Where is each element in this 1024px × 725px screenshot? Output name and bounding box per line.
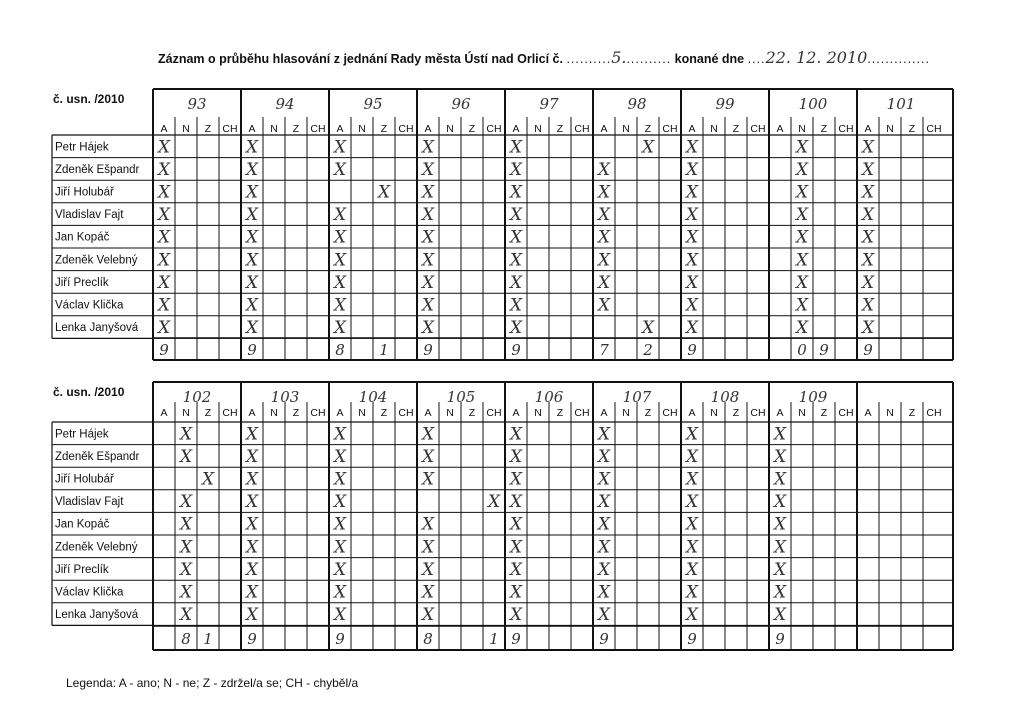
vote-total: 8 bbox=[181, 630, 191, 648]
vote-total: 9 bbox=[687, 630, 697, 648]
vote-total: 9 bbox=[335, 630, 345, 648]
vote-mark: X bbox=[597, 605, 611, 626]
vote-mark: X bbox=[685, 227, 699, 248]
vote-mark: X bbox=[597, 295, 611, 316]
vote-mark: X bbox=[377, 182, 391, 203]
vote-mark: X bbox=[509, 227, 523, 248]
vote-mark: X bbox=[157, 182, 171, 203]
vote-mark: X bbox=[597, 537, 611, 558]
column-label-n: N bbox=[358, 123, 366, 135]
vote-mark: X bbox=[201, 469, 215, 490]
vote-mark: X bbox=[333, 514, 347, 535]
vote-mark: X bbox=[245, 537, 259, 558]
vote-mark: X bbox=[685, 250, 699, 271]
vote-mark: X bbox=[245, 582, 259, 603]
vote-mark: X bbox=[509, 469, 523, 490]
column-label-z: Z bbox=[908, 123, 916, 135]
column-label-z: Z bbox=[380, 123, 388, 135]
column-label-n: N bbox=[798, 407, 806, 419]
vote-mark: X bbox=[509, 137, 523, 158]
vote-mark: X bbox=[179, 537, 193, 558]
column-label-n: N bbox=[710, 407, 718, 419]
column-label-ch: CH bbox=[838, 123, 854, 135]
vote-mark: X bbox=[773, 514, 787, 535]
vote-total: 9 bbox=[511, 630, 521, 648]
column-label-ch: CH bbox=[662, 123, 678, 135]
vote-mark: X bbox=[245, 492, 259, 513]
resolution-number: 95 bbox=[363, 95, 383, 113]
vote-mark: X bbox=[421, 446, 435, 467]
vote-total: 9 bbox=[159, 341, 169, 359]
column-label-z: Z bbox=[732, 123, 740, 135]
vote-total: 9 bbox=[423, 341, 433, 359]
resolution-number: 108 bbox=[710, 388, 740, 406]
column-label-n: N bbox=[622, 123, 630, 135]
column-label-n: N bbox=[446, 407, 454, 419]
date-label: konané dne bbox=[674, 52, 745, 66]
vote-mark: X bbox=[795, 250, 809, 271]
vote-mark: X bbox=[509, 446, 523, 467]
column-label-a: A bbox=[512, 407, 520, 419]
resolution-number: 103 bbox=[270, 388, 300, 406]
vote-mark: X bbox=[685, 559, 699, 580]
meeting-number: 5. bbox=[611, 48, 627, 67]
vote-mark: X bbox=[157, 250, 171, 271]
member-name: Vladislav Fajt bbox=[55, 496, 124, 509]
vote-mark: X bbox=[861, 205, 875, 226]
vote-total: 2 bbox=[643, 341, 653, 359]
vote-mark: X bbox=[333, 159, 347, 180]
vote-mark: X bbox=[509, 159, 523, 180]
member-name: Jiří Preclík bbox=[55, 276, 109, 289]
column-label-a: A bbox=[600, 123, 608, 135]
resolution-number: 101 bbox=[886, 95, 916, 113]
vote-mark: X bbox=[861, 250, 875, 271]
vote-mark: X bbox=[509, 492, 523, 513]
member-name: Zdeněk Velebný bbox=[55, 254, 138, 267]
vote-mark: X bbox=[509, 582, 523, 603]
member-name: Václav Klička bbox=[55, 586, 124, 599]
vote-mark: X bbox=[597, 582, 611, 603]
vote-mark: X bbox=[245, 446, 259, 467]
column-label-n: N bbox=[270, 407, 278, 419]
vote-total: 9 bbox=[687, 341, 697, 359]
vote-mark: X bbox=[157, 227, 171, 248]
vote-mark: X bbox=[773, 605, 787, 626]
vote-mark: X bbox=[685, 514, 699, 535]
vote-mark: X bbox=[597, 227, 611, 248]
vote-mark: X bbox=[509, 182, 523, 203]
vote-mark: X bbox=[509, 295, 523, 316]
column-label-n: N bbox=[886, 123, 894, 135]
column-label-n: N bbox=[534, 407, 542, 419]
column-label-a: A bbox=[864, 123, 872, 135]
column-label-z: Z bbox=[556, 407, 564, 419]
column-label-n: N bbox=[182, 407, 190, 419]
vote-mark: X bbox=[773, 492, 787, 513]
vote-mark: X bbox=[333, 492, 347, 513]
vote-mark: X bbox=[179, 605, 193, 626]
vote-mark: X bbox=[333, 205, 347, 226]
column-label-n: N bbox=[358, 407, 366, 419]
resolution-number: 99 bbox=[715, 95, 735, 113]
vote-mark: X bbox=[597, 205, 611, 226]
column-label-ch: CH bbox=[926, 407, 942, 419]
column-label-ch: CH bbox=[486, 123, 502, 135]
vote-mark: X bbox=[597, 182, 611, 203]
vote-mark: X bbox=[157, 205, 171, 226]
member-name: Petr Hájek bbox=[55, 141, 109, 154]
meeting-date: 22. 12. 2010 bbox=[765, 48, 868, 67]
vote-mark: X bbox=[685, 272, 699, 293]
vote-mark: X bbox=[773, 537, 787, 558]
vote-mark: X bbox=[685, 182, 699, 203]
column-label-ch: CH bbox=[222, 407, 238, 419]
vote-total: 0 bbox=[797, 341, 807, 359]
vote-mark: X bbox=[179, 559, 193, 580]
usn-label-1: č. usn. /2010 bbox=[53, 92, 125, 106]
vote-mark: X bbox=[685, 492, 699, 513]
member-name: Václav Klička bbox=[55, 299, 124, 312]
vote-mark: X bbox=[421, 137, 435, 158]
vote-mark: X bbox=[773, 559, 787, 580]
vote-mark: X bbox=[421, 424, 435, 445]
vote-mark: X bbox=[597, 250, 611, 271]
column-label-n: N bbox=[710, 123, 718, 135]
vote-mark: X bbox=[795, 159, 809, 180]
vote-total: 9 bbox=[863, 341, 873, 359]
column-label-z: Z bbox=[292, 123, 300, 135]
vote-mark: X bbox=[773, 446, 787, 467]
vote-mark: X bbox=[597, 424, 611, 445]
vote-mark: X bbox=[685, 295, 699, 316]
resolution-number: 93 bbox=[187, 95, 207, 113]
column-label-ch: CH bbox=[926, 123, 942, 135]
vote-mark: X bbox=[333, 424, 347, 445]
vote-mark: X bbox=[333, 582, 347, 603]
column-label-ch: CH bbox=[750, 407, 766, 419]
vote-mark: X bbox=[245, 559, 259, 580]
member-name: Zdeněk Ešpandr bbox=[55, 163, 140, 176]
column-label-z: Z bbox=[732, 407, 740, 419]
member-name: Jiří Preclík bbox=[55, 563, 109, 576]
member-name: Zdeněk Velebný bbox=[55, 541, 138, 554]
vote-mark: X bbox=[685, 424, 699, 445]
vote-total: 9 bbox=[511, 341, 521, 359]
resolution-number: 106 bbox=[534, 388, 564, 406]
vote-mark: X bbox=[245, 605, 259, 626]
vote-mark: X bbox=[421, 514, 435, 535]
vote-mark: X bbox=[333, 227, 347, 248]
vote-mark: X bbox=[597, 469, 611, 490]
vote-mark: X bbox=[773, 469, 787, 490]
vote-mark: X bbox=[245, 250, 259, 271]
member-name: Zdeněk Ešpandr bbox=[55, 450, 140, 463]
column-label-ch: CH bbox=[750, 123, 766, 135]
resolution-number: 102 bbox=[182, 388, 212, 406]
vote-mark: X bbox=[245, 295, 259, 316]
vote-mark: X bbox=[597, 272, 611, 293]
vote-mark: X bbox=[597, 514, 611, 535]
vote-total: 8 bbox=[335, 341, 345, 359]
vote-total: 9 bbox=[247, 341, 257, 359]
column-label-z: Z bbox=[204, 407, 212, 419]
vote-mark: X bbox=[245, 272, 259, 293]
vote-mark: X bbox=[179, 446, 193, 467]
vote-mark: X bbox=[245, 424, 259, 445]
resolution-number: 96 bbox=[451, 95, 471, 113]
vote-mark: X bbox=[597, 559, 611, 580]
column-label-a: A bbox=[512, 123, 520, 135]
column-label-ch: CH bbox=[310, 123, 326, 135]
member-name: Jiří Holubář bbox=[55, 473, 114, 486]
column-label-a: A bbox=[248, 407, 256, 419]
vote-mark: X bbox=[509, 250, 523, 271]
column-label-z: Z bbox=[644, 123, 652, 135]
vote-mark: X bbox=[421, 159, 435, 180]
vote-mark: X bbox=[333, 250, 347, 271]
vote-mark: X bbox=[509, 272, 523, 293]
resolution-number: 107 bbox=[622, 388, 652, 406]
resolution-number: 109 bbox=[798, 388, 828, 406]
vote-total: 1 bbox=[379, 341, 389, 359]
vote-mark: X bbox=[333, 446, 347, 467]
vote-mark: X bbox=[421, 559, 435, 580]
vote-total: 1 bbox=[203, 630, 213, 648]
vote-mark: X bbox=[157, 295, 171, 316]
column-label-n: N bbox=[886, 407, 894, 419]
column-label-a: A bbox=[336, 123, 344, 135]
vote-total: 9 bbox=[599, 630, 609, 648]
member-name: Jiří Holubář bbox=[55, 186, 114, 199]
vote-mark: X bbox=[333, 469, 347, 490]
column-label-z: Z bbox=[556, 123, 564, 135]
resolution-number: 100 bbox=[798, 95, 828, 113]
vote-mark: X bbox=[245, 227, 259, 248]
vote-mark: X bbox=[861, 227, 875, 248]
vote-mark: X bbox=[245, 182, 259, 203]
resolution-number: 98 bbox=[627, 95, 647, 113]
vote-mark: X bbox=[685, 446, 699, 467]
vote-mark: X bbox=[597, 446, 611, 467]
legend: Legenda: A - ano; N - ne; Z - zdržel/a se; CH - chyběl/a bbox=[66, 676, 359, 690]
vote-mark: X bbox=[795, 182, 809, 203]
column-label-a: A bbox=[336, 407, 344, 419]
voting-table-2 bbox=[52, 382, 953, 650]
vote-mark: X bbox=[685, 582, 699, 603]
column-label-z: Z bbox=[292, 407, 300, 419]
column-label-a: A bbox=[864, 407, 872, 419]
column-label-ch: CH bbox=[398, 123, 414, 135]
column-label-ch: CH bbox=[222, 123, 238, 135]
vote-mark: X bbox=[333, 318, 347, 339]
column-label-ch: CH bbox=[310, 407, 326, 419]
column-label-z: Z bbox=[468, 407, 476, 419]
vote-mark: X bbox=[421, 318, 435, 339]
vote-mark: X bbox=[333, 559, 347, 580]
vote-mark: X bbox=[421, 227, 435, 248]
vote-mark: X bbox=[421, 182, 435, 203]
vote-mark: X bbox=[795, 295, 809, 316]
vote-mark: X bbox=[333, 272, 347, 293]
vote-mark: X bbox=[509, 318, 523, 339]
vote-mark: X bbox=[685, 537, 699, 558]
column-label-n: N bbox=[798, 123, 806, 135]
vote-mark: X bbox=[333, 605, 347, 626]
column-label-a: A bbox=[776, 123, 784, 135]
vote-total: 9 bbox=[775, 630, 785, 648]
vote-mark: X bbox=[179, 582, 193, 603]
vote-mark: X bbox=[795, 205, 809, 226]
vote-mark: X bbox=[245, 469, 259, 490]
column-label-ch: CH bbox=[398, 407, 414, 419]
vote-mark: X bbox=[509, 537, 523, 558]
vote-mark: X bbox=[245, 137, 259, 158]
resolution-number: 94 bbox=[275, 95, 295, 113]
column-label-n: N bbox=[534, 123, 542, 135]
vote-mark: X bbox=[861, 137, 875, 158]
vote-mark: X bbox=[509, 205, 523, 226]
vote-mark: X bbox=[179, 492, 193, 513]
vote-mark: X bbox=[245, 205, 259, 226]
vote-mark: X bbox=[333, 537, 347, 558]
vote-mark: X bbox=[421, 605, 435, 626]
column-label-a: A bbox=[776, 407, 784, 419]
column-label-n: N bbox=[622, 407, 630, 419]
column-label-z: Z bbox=[820, 407, 828, 419]
vote-mark: X bbox=[795, 272, 809, 293]
vote-mark: X bbox=[157, 272, 171, 293]
column-label-ch: CH bbox=[662, 407, 678, 419]
column-label-ch: CH bbox=[838, 407, 854, 419]
column-label-n: N bbox=[446, 123, 454, 135]
vote-mark: X bbox=[773, 424, 787, 445]
vote-mark: X bbox=[509, 605, 523, 626]
vote-mark: X bbox=[421, 295, 435, 316]
member-name: Lenka Janyšová bbox=[55, 609, 139, 622]
column-label-a: A bbox=[600, 407, 608, 419]
vote-total: 9 bbox=[819, 341, 829, 359]
vote-mark: X bbox=[245, 159, 259, 180]
column-label-a: A bbox=[688, 123, 696, 135]
vote-mark: X bbox=[157, 318, 171, 339]
vote-mark: X bbox=[685, 137, 699, 158]
vote-mark: X bbox=[861, 295, 875, 316]
vote-mark: X bbox=[685, 205, 699, 226]
vote-mark: X bbox=[773, 582, 787, 603]
vote-mark: X bbox=[421, 272, 435, 293]
vote-mark: X bbox=[245, 514, 259, 535]
column-label-ch: CH bbox=[574, 123, 590, 135]
vote-mark: X bbox=[509, 559, 523, 580]
vote-mark: X bbox=[861, 318, 875, 339]
column-label-n: N bbox=[182, 123, 190, 135]
voting-table-1 bbox=[52, 89, 953, 360]
vote-mark: X bbox=[685, 159, 699, 180]
vote-mark: X bbox=[509, 514, 523, 535]
column-label-ch: CH bbox=[486, 407, 502, 419]
column-label-a: A bbox=[424, 407, 432, 419]
vote-mark: X bbox=[157, 159, 171, 180]
document-header: Záznam o průběhu hlasování z jednání Rady města Ústí nad Orlicí č. ..........5........... konané dne ....22. 12. 2010.............. bbox=[158, 48, 930, 67]
column-label-z: Z bbox=[468, 123, 476, 135]
vote-mark: X bbox=[641, 137, 655, 158]
usn-label-2: č. usn. /2010 bbox=[53, 385, 125, 399]
vote-mark: X bbox=[597, 492, 611, 513]
vote-mark: X bbox=[685, 469, 699, 490]
resolution-number: 97 bbox=[539, 95, 559, 113]
vote-mark: X bbox=[421, 537, 435, 558]
column-label-ch: CH bbox=[574, 407, 590, 419]
member-name: Jan Kopáč bbox=[55, 518, 110, 531]
vote-mark: X bbox=[597, 159, 611, 180]
vote-mark: X bbox=[421, 469, 435, 490]
vote-mark: X bbox=[795, 227, 809, 248]
column-label-z: Z bbox=[908, 407, 916, 419]
vote-total: 8 bbox=[423, 630, 433, 648]
vote-total: 9 bbox=[247, 630, 257, 648]
column-label-a: A bbox=[688, 407, 696, 419]
vote-mark: X bbox=[685, 318, 699, 339]
column-label-n: N bbox=[270, 123, 278, 135]
member-name: Petr Hájek bbox=[55, 428, 109, 441]
vote-mark: X bbox=[157, 137, 171, 158]
vote-mark: X bbox=[245, 318, 259, 339]
vote-total: 1 bbox=[489, 630, 499, 648]
column-label-a: A bbox=[160, 407, 168, 419]
column-label-z: Z bbox=[380, 407, 388, 419]
column-label-z: Z bbox=[204, 123, 212, 135]
vote-mark: X bbox=[179, 424, 193, 445]
column-label-z: Z bbox=[644, 407, 652, 419]
vote-mark: X bbox=[421, 250, 435, 271]
member-name: Lenka Janyšová bbox=[55, 322, 139, 335]
vote-mark: X bbox=[685, 605, 699, 626]
header-title: Záznam o průběhu hlasování z jednání Rady města Ústí nad Orlicí č. bbox=[158, 52, 563, 66]
vote-mark: X bbox=[333, 137, 347, 158]
resolution-number: 104 bbox=[358, 388, 388, 406]
vote-total: 7 bbox=[599, 341, 609, 359]
vote-mark: X bbox=[179, 514, 193, 535]
column-label-a: A bbox=[160, 123, 168, 135]
column-label-a: A bbox=[248, 123, 256, 135]
vote-mark: X bbox=[487, 492, 501, 513]
vote-mark: X bbox=[795, 137, 809, 158]
vote-mark: X bbox=[421, 205, 435, 226]
column-label-z: Z bbox=[820, 123, 828, 135]
vote-mark: X bbox=[333, 295, 347, 316]
column-label-a: A bbox=[424, 123, 432, 135]
member-name: Jan Kopáč bbox=[55, 231, 110, 244]
vote-mark: X bbox=[641, 318, 655, 339]
vote-mark: X bbox=[861, 159, 875, 180]
vote-mark: X bbox=[509, 424, 523, 445]
vote-mark: X bbox=[795, 318, 809, 339]
vote-mark: X bbox=[861, 272, 875, 293]
member-name: Vladislav Fajt bbox=[55, 209, 124, 222]
vote-mark: X bbox=[861, 182, 875, 203]
resolution-number: 105 bbox=[446, 388, 476, 406]
vote-mark: X bbox=[421, 582, 435, 603]
